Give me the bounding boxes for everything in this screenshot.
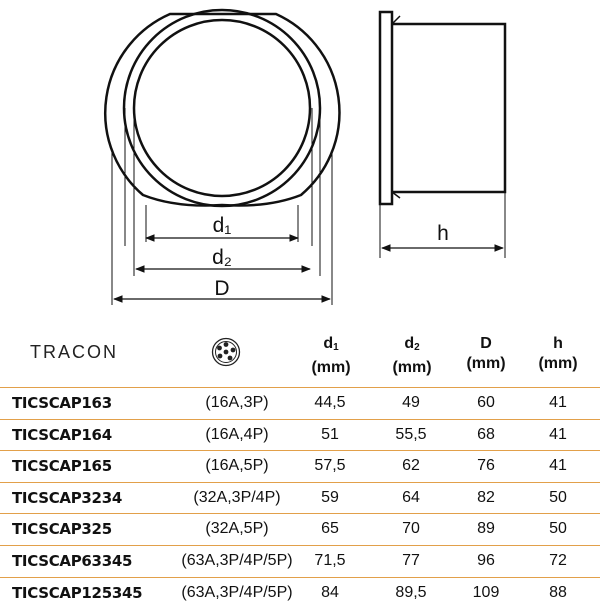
value-d1: 44,5 [314, 394, 346, 411]
value-d2: 89,5 [395, 583, 427, 601]
value-h: 88 [549, 583, 567, 601]
rating: (16A,5P) [205, 457, 269, 475]
value-h: 41 [549, 425, 567, 443]
table-row [0, 450, 600, 482]
value-d2: 49 [402, 394, 420, 411]
rating: (16A,3P) [205, 394, 269, 411]
value-d1: 65 [321, 520, 339, 538]
value-h: 72 [549, 551, 567, 569]
value-D: 82 [477, 488, 495, 506]
value-h: 50 [549, 520, 567, 538]
value-d1: 59 [321, 488, 339, 506]
table-row [0, 482, 600, 514]
table-row [0, 545, 600, 577]
value-d2: 64 [402, 488, 420, 506]
value-d2: 55,5 [395, 425, 427, 443]
rating: (63A,3P/4P/5P) [181, 551, 293, 569]
label-h: h [437, 222, 449, 245]
value-d1: 57,5 [314, 457, 346, 475]
rating: (32A,5P) [205, 520, 269, 538]
label-d2: d₂ [212, 246, 232, 269]
table-row [0, 419, 600, 451]
header-d1: $d_1$ (mm) [311, 335, 351, 376]
value-d1: 51 [321, 425, 339, 443]
rating: (32A,3P/4P) [193, 488, 281, 506]
flange-outline [105, 14, 339, 206]
product-code: TICSCAP164 [12, 425, 112, 444]
rating: (16A,4P) [205, 425, 269, 443]
product-code: TICSCAP163 [12, 394, 112, 412]
value-h: 41 [549, 457, 567, 475]
header-h: h (mm) [538, 335, 578, 372]
value-h: 41 [549, 394, 567, 411]
value-h: 50 [549, 488, 567, 506]
rating: (63A,3P/4P/5P) [181, 583, 293, 601]
label-d1: d₁ [212, 214, 232, 237]
ring-inner [134, 20, 310, 196]
value-D: 96 [477, 551, 495, 569]
product-code: TICSCAP3234 [12, 488, 122, 507]
product-code: TICSCAP125345 [12, 583, 143, 602]
header-D: D (mm) [466, 335, 506, 372]
value-d2: 62 [402, 457, 420, 475]
table-row [0, 387, 600, 419]
ring-outer [124, 10, 320, 206]
value-d2: 77 [402, 551, 420, 569]
socket-5-pin-icon [211, 337, 241, 367]
value-D: 76 [477, 457, 495, 475]
header-d2: $d_2$ (mm) [392, 335, 432, 376]
value-d2: 70 [402, 520, 420, 538]
value-d1: 84 [321, 583, 339, 601]
product-code: TICSCAP165 [12, 457, 112, 476]
value-D: 60 [477, 394, 495, 411]
label-D: D [214, 277, 230, 300]
table-row [0, 577, 600, 608]
value-D: 109 [472, 583, 500, 601]
side-body [392, 24, 505, 192]
value-D: 89 [477, 520, 495, 538]
brand-logo: TRACON [30, 342, 118, 362]
product-code: TICSCAP325 [12, 520, 112, 539]
product-code: TICSCAP63345 [12, 551, 133, 570]
side-flange [380, 12, 392, 204]
value-d1: 71,5 [314, 551, 346, 569]
table-row [0, 513, 600, 545]
spec-table [0, 387, 600, 608]
value-D: 68 [477, 425, 495, 443]
